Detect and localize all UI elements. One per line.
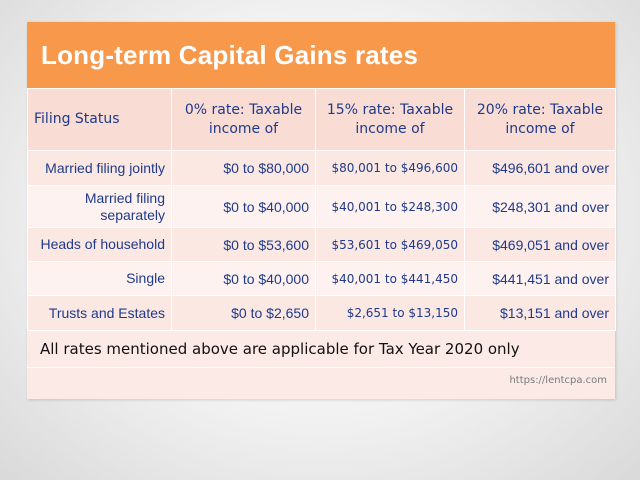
rate-15-cell: $40,001 to $248,300 bbox=[316, 186, 465, 228]
rate-20-cell: $441,451 and over bbox=[465, 262, 616, 296]
header-15-rate: 15% rate: Taxable income of bbox=[316, 89, 465, 151]
rate-20-cell: $248,301 and over bbox=[465, 186, 616, 228]
table-row bbox=[28, 186, 616, 228]
rate-15-cell: $53,601 to $469,050 bbox=[316, 228, 465, 262]
table-row bbox=[28, 151, 616, 186]
source-url: https://lentcpa.com bbox=[509, 374, 607, 386]
rate-0-cell: $0 to $2,650 bbox=[172, 296, 316, 331]
rate-15-cell: $80,001 to $496,600 bbox=[316, 151, 465, 186]
title-bar bbox=[27, 22, 615, 88]
rate-20-cell: $496,601 and over bbox=[465, 151, 616, 186]
header-20-rate: 20% rate: Taxable income of bbox=[465, 89, 616, 151]
rate-15-cell: $2,651 to $13,150 bbox=[316, 296, 465, 331]
rate-0-cell: $0 to $40,000 bbox=[172, 186, 316, 228]
tax-year-note-text: All rates mentioned above are applicable for Tax Year 2020 only bbox=[40, 340, 520, 358]
table-row bbox=[28, 228, 616, 262]
tax-rates-card bbox=[27, 22, 615, 399]
header-filing-status: Filing Status bbox=[28, 89, 172, 151]
header-0-rate: 0% rate: Taxable income of bbox=[172, 89, 316, 151]
table-row bbox=[28, 296, 616, 331]
rate-0-cell: $0 to $80,000 bbox=[172, 151, 316, 186]
filing-status-cell: Heads of household bbox=[28, 228, 172, 262]
filing-status-cell: Married filing jointly bbox=[28, 151, 172, 186]
source-footer bbox=[27, 368, 615, 392]
filing-status-cell: Single bbox=[28, 262, 172, 296]
filing-status-cell: Married filing separately bbox=[28, 186, 172, 228]
table-row bbox=[28, 262, 616, 296]
tax-year-note bbox=[27, 331, 615, 368]
filing-status-cell: Trusts and Estates bbox=[28, 296, 172, 331]
table-header-row bbox=[28, 89, 616, 151]
rate-15-cell: $40,001 to $441,450 bbox=[316, 262, 465, 296]
rate-20-cell: $469,051 and over bbox=[465, 228, 616, 262]
rates-table bbox=[27, 88, 616, 331]
rate-0-cell: $0 to $53,600 bbox=[172, 228, 316, 262]
rate-0-cell: $0 to $40,000 bbox=[172, 262, 316, 296]
rate-20-cell: $13,151 and over bbox=[465, 296, 616, 331]
page-title: Long-term Capital Gains rates bbox=[41, 39, 419, 70]
